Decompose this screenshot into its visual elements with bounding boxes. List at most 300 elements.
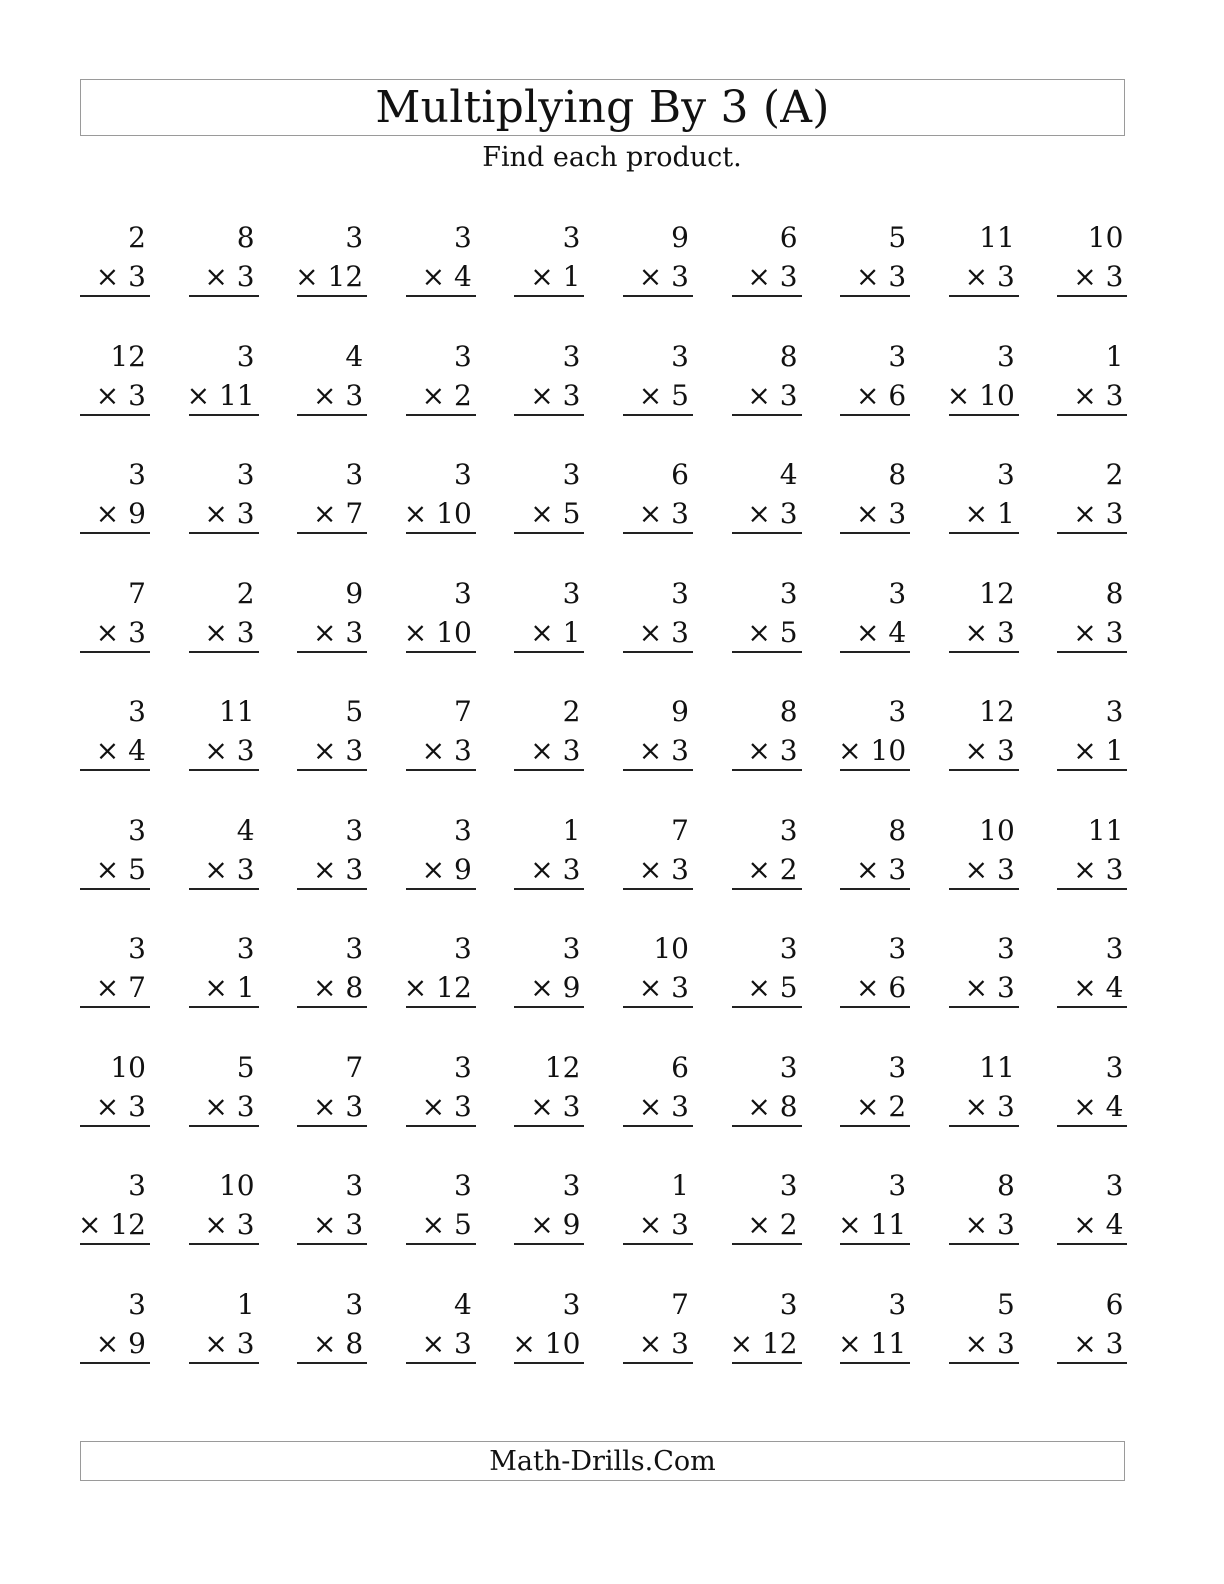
multiplicand: 3 xyxy=(1105,932,1124,965)
times-sign: × xyxy=(747,1089,771,1123)
multiplier-line xyxy=(1073,1325,1123,1363)
times-sign: × xyxy=(312,1089,337,1123)
multiplicand: 4 xyxy=(453,1287,472,1321)
problem xyxy=(623,1167,693,1247)
problem xyxy=(189,693,259,773)
answer-line xyxy=(623,1125,693,1127)
times-sign: × xyxy=(855,497,880,530)
times-sign: × xyxy=(855,971,880,1004)
answer-line xyxy=(189,888,259,890)
answer-line xyxy=(732,1243,802,1245)
multiplier: 8 xyxy=(779,1089,798,1123)
multiplicand: 3 xyxy=(562,576,581,610)
multiplier-line xyxy=(1073,258,1123,296)
multiplicand: 3 xyxy=(345,221,364,254)
times-sign: × xyxy=(312,1326,337,1360)
multiplier: 5 xyxy=(453,1208,472,1241)
problem xyxy=(514,338,584,418)
problem xyxy=(80,456,150,536)
answer-line xyxy=(189,295,259,297)
times-sign: × xyxy=(204,1089,228,1123)
multiplicand: 3 xyxy=(345,1287,364,1321)
multiplier: 3 xyxy=(128,1089,146,1123)
answer-line xyxy=(297,651,367,653)
answer-line xyxy=(406,1125,476,1127)
answer-line xyxy=(623,414,693,416)
multiplier-line xyxy=(856,1088,906,1126)
times-sign: × xyxy=(964,260,989,293)
answer-line xyxy=(623,651,693,653)
multiplier: 12 xyxy=(110,1208,146,1241)
times-sign: × xyxy=(747,497,771,530)
answer-line xyxy=(949,888,1019,890)
multiplier: 5 xyxy=(779,615,798,649)
problem xyxy=(949,456,1019,536)
times-sign: × xyxy=(638,260,663,293)
multiplicand: 7 xyxy=(671,1287,689,1321)
multiplicand: 3 xyxy=(779,1169,798,1202)
times-sign: × xyxy=(95,497,120,530)
times-sign: × xyxy=(204,971,228,1004)
multiplier: 1 xyxy=(1105,734,1124,767)
times-sign: × xyxy=(855,852,880,886)
multiplier-line xyxy=(96,495,146,533)
answer-line xyxy=(840,532,910,534)
multiplicand: 11 xyxy=(218,695,255,728)
answer-line xyxy=(189,651,259,653)
problem xyxy=(1057,338,1127,418)
problem-row xyxy=(80,456,1126,536)
times-sign: × xyxy=(312,378,337,412)
answer-line xyxy=(840,888,910,890)
footer-text: Math-Drills.Com xyxy=(489,1445,716,1477)
times-sign: × xyxy=(421,734,446,767)
times-sign: × xyxy=(1073,615,1097,649)
answer-line xyxy=(949,1362,1019,1364)
multiplier-line xyxy=(295,258,363,296)
multiplier: 3 xyxy=(1105,497,1124,530)
instructions-text: Find each product. xyxy=(482,142,742,173)
problem xyxy=(1057,693,1127,773)
multiplier: 3 xyxy=(779,378,798,412)
answer-line xyxy=(514,1125,584,1127)
multiplicand: 8 xyxy=(779,695,798,728)
multiplier: 3 xyxy=(671,615,689,649)
multiplier-line xyxy=(639,377,689,415)
multiplier-line xyxy=(530,851,580,889)
answer-line xyxy=(949,651,1019,653)
multiplier-line xyxy=(530,377,580,415)
multiplier: 6 xyxy=(888,971,907,1004)
problem xyxy=(840,812,910,892)
times-sign: × xyxy=(204,1326,228,1360)
times-sign: × xyxy=(204,615,228,649)
answer-line xyxy=(623,1362,693,1364)
multiplicand: 8 xyxy=(996,1169,1015,1202)
times-sign: × xyxy=(1073,1089,1097,1123)
multiplier-line xyxy=(313,851,363,889)
times-sign: × xyxy=(421,378,446,412)
multiplier-line xyxy=(1073,969,1123,1007)
times-sign: × xyxy=(638,1326,663,1360)
problem xyxy=(297,338,367,418)
times-sign: × xyxy=(95,734,120,767)
times-sign: × xyxy=(1073,971,1097,1004)
multiplier: 3 xyxy=(996,1089,1015,1123)
multiplicand: 3 xyxy=(562,458,581,491)
problem xyxy=(1057,219,1127,299)
multiplier-line xyxy=(838,732,906,770)
multiplier: 3 xyxy=(453,1089,472,1123)
multiplicand: 3 xyxy=(888,576,907,610)
problem xyxy=(729,1286,802,1366)
multiplier: 11 xyxy=(870,1208,907,1241)
problem-row xyxy=(77,1167,1126,1247)
times-sign: × xyxy=(838,1326,862,1360)
problem xyxy=(80,930,150,1010)
times-sign: × xyxy=(530,852,554,886)
times-sign: × xyxy=(204,260,228,293)
multiplier: 2 xyxy=(888,1089,907,1123)
times-sign: × xyxy=(855,260,880,293)
multiplier-line xyxy=(965,1088,1015,1126)
problem xyxy=(297,930,367,1010)
multiplier-line xyxy=(404,614,472,652)
multiplier: 3 xyxy=(996,615,1015,649)
multiplier: 3 xyxy=(1105,1326,1124,1360)
problem xyxy=(514,219,584,299)
answer-line xyxy=(840,414,910,416)
problem xyxy=(732,693,802,773)
multiplier-line xyxy=(204,1206,254,1244)
problem xyxy=(732,1049,802,1129)
multiplier: 3 xyxy=(779,734,798,767)
problem xyxy=(297,1286,367,1366)
times-sign: × xyxy=(403,497,428,530)
multiplier-line xyxy=(747,851,797,889)
multiplicand: 3 xyxy=(128,1169,146,1202)
problem xyxy=(514,693,584,773)
answer-line xyxy=(406,651,476,653)
problem-row xyxy=(80,575,1126,655)
answer-line xyxy=(1057,1006,1127,1008)
multiplicand: 3 xyxy=(345,1169,364,1202)
multiplier-line xyxy=(639,732,689,770)
problem xyxy=(514,575,584,655)
problem xyxy=(297,693,367,773)
problem xyxy=(189,930,259,1010)
times-sign: × xyxy=(638,1208,663,1241)
problem xyxy=(840,1167,910,1247)
times-sign: × xyxy=(312,615,337,649)
multiplier: 3 xyxy=(128,615,146,649)
answer-line xyxy=(189,532,259,534)
multiplier-line xyxy=(96,258,146,296)
multiplier-line xyxy=(856,969,906,1007)
multiplier: 3 xyxy=(888,497,907,530)
multiplier: 3 xyxy=(562,378,581,412)
answer-line xyxy=(80,888,150,890)
multiplicand: 10 xyxy=(653,932,689,965)
multiplier-line xyxy=(187,377,255,415)
multiplier: 3 xyxy=(996,1326,1015,1360)
multiplier: 3 xyxy=(671,1326,689,1360)
multiplier: 1 xyxy=(562,615,581,649)
multiplier: 1 xyxy=(996,497,1015,530)
multiplier: 3 xyxy=(996,734,1015,767)
multiplicand: 3 xyxy=(562,1287,581,1321)
answer-line xyxy=(949,1243,1019,1245)
problem xyxy=(1057,575,1127,655)
multiplicand: 3 xyxy=(888,1050,907,1084)
multiplier: 3 xyxy=(671,1208,689,1241)
multiplier: 3 xyxy=(671,852,689,886)
answer-line xyxy=(406,769,476,771)
problem xyxy=(949,693,1019,773)
problem xyxy=(297,456,367,536)
answer-line xyxy=(949,414,1019,416)
multiplier-line xyxy=(78,1206,146,1244)
multiplicand: 1 xyxy=(1105,339,1124,373)
answer-line xyxy=(406,414,476,416)
answer-line xyxy=(840,651,910,653)
times-sign: × xyxy=(747,615,771,649)
multiplicand: 7 xyxy=(345,1050,364,1084)
times-sign: × xyxy=(855,378,880,412)
multiplier: 12 xyxy=(436,971,472,1004)
multiplier: 3 xyxy=(345,1089,364,1123)
answer-line xyxy=(514,1243,584,1245)
problem xyxy=(1057,1167,1127,1247)
problem xyxy=(189,1049,259,1129)
times-sign: × xyxy=(946,378,971,412)
multiplicand: 3 xyxy=(562,1169,581,1202)
answer-line xyxy=(297,414,367,416)
multiplier: 3 xyxy=(1105,378,1124,412)
answer-line xyxy=(80,651,150,653)
multiplicand: 3 xyxy=(779,1050,798,1084)
times-sign: × xyxy=(77,1208,102,1241)
problem xyxy=(189,219,259,299)
problem xyxy=(623,1049,693,1129)
multiplicand: 10 xyxy=(979,813,1015,847)
multiplicand: 8 xyxy=(236,221,255,254)
multiplier-line xyxy=(96,732,146,770)
multiplicand: 3 xyxy=(562,932,581,965)
multiplier-line xyxy=(313,495,363,533)
answer-line xyxy=(406,295,476,297)
multiplier: 3 xyxy=(996,852,1015,886)
answer-line xyxy=(514,651,584,653)
multiplier-line xyxy=(856,258,906,296)
multiplier: 5 xyxy=(779,971,798,1004)
multiplier: 10 xyxy=(870,734,907,767)
times-sign: × xyxy=(204,1208,228,1241)
multiplicand: 5 xyxy=(345,695,364,728)
problem xyxy=(80,1286,150,1366)
multiplier-line xyxy=(96,969,146,1007)
multiplicand: 1 xyxy=(236,1287,255,1321)
problem xyxy=(80,338,150,418)
multiplier-line xyxy=(530,258,580,296)
multiplicand: 5 xyxy=(236,1050,255,1084)
multiplier: 3 xyxy=(236,260,255,293)
times-sign: × xyxy=(638,734,663,767)
problem xyxy=(623,1286,693,1366)
problem xyxy=(1057,1049,1127,1129)
answer-line xyxy=(1057,414,1127,416)
answer-line xyxy=(623,769,693,771)
multiplicand: 2 xyxy=(236,576,255,610)
multiplier-line xyxy=(1073,377,1123,415)
multiplier-line xyxy=(1073,1206,1123,1244)
multiplicand: 3 xyxy=(453,339,472,373)
multiplier-line xyxy=(512,1325,580,1363)
multiplier: 3 xyxy=(236,1089,255,1123)
times-sign: × xyxy=(729,1326,754,1360)
problem xyxy=(623,693,693,773)
answer-line xyxy=(1057,651,1127,653)
answer-line xyxy=(949,1006,1019,1008)
multiplicand: 3 xyxy=(345,458,364,491)
answer-line xyxy=(80,295,150,297)
answer-line xyxy=(1057,1243,1127,1245)
multiplier-line xyxy=(947,377,1015,415)
multiplicand: 12 xyxy=(979,695,1015,728)
problem xyxy=(840,575,910,655)
multiplicand: 3 xyxy=(779,813,798,847)
multiplicand: 11 xyxy=(979,1050,1015,1084)
multiplier: 1 xyxy=(236,971,255,1004)
multiplier-line xyxy=(639,258,689,296)
multiplier-line xyxy=(422,258,472,296)
multiplier-line xyxy=(313,377,363,415)
multiplicand: 3 xyxy=(453,576,472,610)
multiplier-line xyxy=(747,377,797,415)
problem xyxy=(297,812,367,892)
answer-line xyxy=(732,1362,802,1364)
multiplier: 3 xyxy=(236,1208,255,1241)
multiplicand: 1 xyxy=(562,813,581,847)
multiplier: 3 xyxy=(345,734,364,767)
multiplier: 9 xyxy=(128,1326,146,1360)
problem xyxy=(80,1049,150,1129)
multiplier-line xyxy=(422,732,472,770)
multiplicand: 3 xyxy=(671,339,689,373)
multiplier-line xyxy=(1073,732,1123,770)
multiplier-line xyxy=(747,969,797,1007)
multiplicand: 3 xyxy=(236,339,255,373)
multiplicand: 10 xyxy=(110,1050,146,1084)
times-sign: × xyxy=(638,971,663,1004)
times-sign: × xyxy=(530,971,554,1004)
multiplier-line xyxy=(1073,1088,1123,1126)
answer-line xyxy=(80,414,150,416)
problem xyxy=(80,219,150,299)
multiplier-line xyxy=(747,614,797,652)
multiplicand: 12 xyxy=(110,339,146,373)
problem xyxy=(406,693,476,773)
times-sign: × xyxy=(295,260,319,293)
multiplier-line xyxy=(747,732,797,770)
times-sign: × xyxy=(964,1089,989,1123)
answer-line xyxy=(80,769,150,771)
times-sign: × xyxy=(312,497,337,530)
times-sign: × xyxy=(638,1089,663,1123)
problem xyxy=(949,1049,1019,1129)
problem-row xyxy=(80,338,1126,418)
problem xyxy=(186,338,259,418)
multiplier: 3 xyxy=(236,615,255,649)
multiplier-line xyxy=(530,969,580,1007)
multiplier-line xyxy=(404,969,472,1007)
multiplier: 4 xyxy=(128,734,146,767)
multiplier: 3 xyxy=(671,1089,689,1123)
answer-line xyxy=(623,888,693,890)
times-sign: × xyxy=(747,260,771,293)
answer-line xyxy=(949,295,1019,297)
footer-box xyxy=(80,1441,1125,1481)
problem-row xyxy=(80,693,1126,773)
times-sign: × xyxy=(1073,497,1097,530)
problem xyxy=(406,1286,476,1366)
multiplicand: 3 xyxy=(888,1287,907,1321)
multiplicand: 5 xyxy=(996,1287,1015,1321)
times-sign: × xyxy=(421,1208,446,1241)
answer-line xyxy=(297,295,367,297)
multiplier: 3 xyxy=(888,260,907,293)
answer-line xyxy=(189,1006,259,1008)
problem xyxy=(623,812,693,892)
multiplier: 1 xyxy=(562,260,581,293)
multiplier-line xyxy=(313,1088,363,1126)
multiplier-line xyxy=(96,614,146,652)
problem-row xyxy=(80,219,1126,299)
answer-line xyxy=(623,1006,693,1008)
answer-line xyxy=(732,414,802,416)
answer-line xyxy=(297,769,367,771)
multiplicand: 3 xyxy=(453,1050,472,1084)
problem xyxy=(949,1167,1019,1247)
multiplicand: 5 xyxy=(888,221,907,254)
problem xyxy=(406,812,476,892)
times-sign: × xyxy=(512,1326,536,1360)
multiplier-line xyxy=(639,1325,689,1363)
times-sign: × xyxy=(1073,734,1097,767)
multiplier: 3 xyxy=(345,852,364,886)
multiplier: 3 xyxy=(671,260,689,293)
multiplier: 3 xyxy=(562,734,581,767)
multiplier-line xyxy=(747,1206,797,1244)
problem xyxy=(840,1286,910,1366)
answer-line xyxy=(1057,888,1127,890)
problem-row xyxy=(80,930,1126,1010)
times-sign: × xyxy=(186,378,211,412)
multiplicand: 1 xyxy=(671,1169,689,1202)
times-sign: × xyxy=(95,378,120,412)
times-sign: × xyxy=(95,260,120,293)
multiplier-line xyxy=(313,614,363,652)
problem xyxy=(732,338,802,418)
multiplier: 3 xyxy=(671,971,689,1004)
multiplier-line xyxy=(856,377,906,415)
answer-line xyxy=(1057,532,1127,534)
multiplicand: 10 xyxy=(1087,221,1124,254)
multiplier: 3 xyxy=(236,497,255,530)
answer-line xyxy=(840,1125,910,1127)
multiplicand: 3 xyxy=(562,221,581,254)
multiplier-line xyxy=(96,1325,146,1363)
